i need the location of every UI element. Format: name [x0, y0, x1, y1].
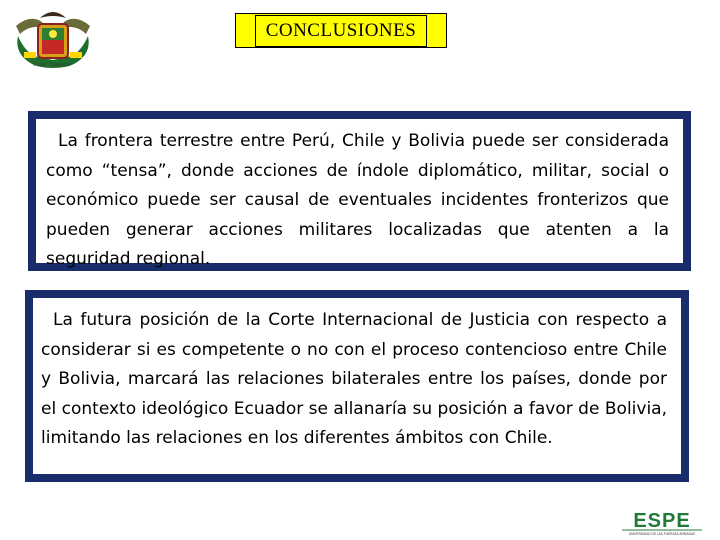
espe-logo-subtitle: UNIVERSIDAD DE LAS FUERZAS ARMADAS — [628, 532, 696, 536]
conclusion-panel-1 — [28, 111, 691, 271]
page-title: CONCLUSIONES — [255, 15, 428, 47]
title-box — [235, 13, 447, 48]
conclusion-text-2: La futura posición de la Corte Internacional de Justicia con respecto a considerar si es competente o no con el proceso contencioso entre Chile y Bolivia, marcará las relaciones bilaterales entre los países, donde por el contexto ideológico Ecuador se allanaría su posición a favor de Bolivia, limitando las relaciones en los diferentes ámbitos con Chile. — [41, 310, 667, 449]
crest-caption: CC.EE. · COMANDO — [33, 62, 71, 67]
conclusion-panel-2 — [25, 290, 689, 482]
espe-logo-text: ESPE — [633, 510, 691, 532]
espe-logo — [618, 508, 706, 536]
conclusion-text-1: La frontera terrestre entre Perú, Chile y Bolivia puede ser considerada como “tensa”, donde acciones de índole diplomático, militar, social o económico puede ser causal de eventuales incidentes fronterizos que pueden generar acciones militares localizadas que atenten a la seguridad regional. — [46, 131, 669, 270]
